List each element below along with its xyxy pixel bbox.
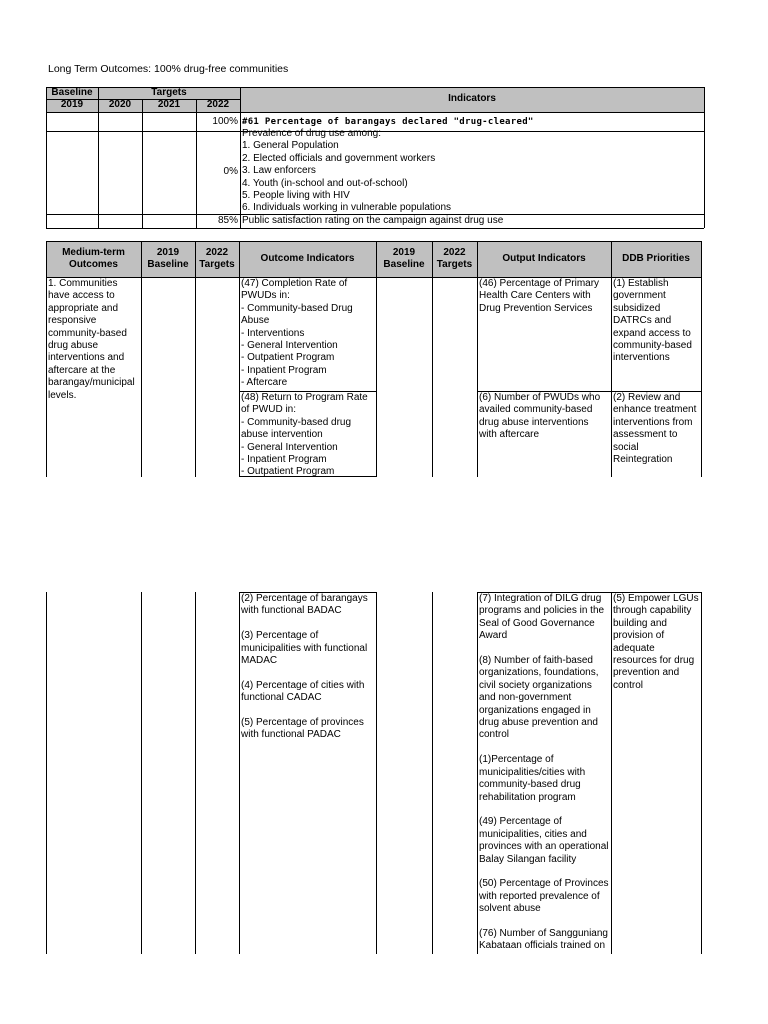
indicators-header: Indicators (448, 93, 496, 104)
output-targets-2022-header: 2022 Targets (436, 247, 473, 271)
medium-term-header: Medium-term Outcomes (62, 247, 125, 271)
year-2021-header: 2021 (157, 99, 181, 110)
targets-header: Targets (151, 87, 187, 98)
outcome-indicator-48: (48) Return to Program Rate of PWUD in: - Community-based drug abuse intervention - General Intervention - Inpatient Program - Outpatient Program (241, 392, 368, 476)
outcome-indicators-lgu: (2) Percentage of barangays with functional BADAC (3) Percentage of municipalities with functional MADAC (4) Percentage of cities with functional CADAC (5) Percentage of provinces with functional PADAC (241, 593, 368, 741)
output-indicators-header: Output Indicators (502, 253, 586, 264)
ddb-priority-5: (5) Empower LGUs through capability building and provision of adequate resources for drug prevention and control (613, 593, 699, 691)
page-heading: Long Term Outcomes: 100% drug-free communities (48, 63, 289, 75)
ddb-priorities-header: DDB Priorities (622, 253, 690, 264)
baseline-2019-header: 2019 Baseline (147, 247, 189, 271)
medium-term-outcome-1: 1. Communities have access to appropriate and responsive community-based drug abuse interventions and aftercare at the barangay/municipal levels. (48, 278, 135, 401)
output-indicators-lgu: (7) Integration of DILG drug programs and policies in the Seal of Good Governance Award (8) Number of faith-based organizations, foundations, civil society organizations and non-government organizations engaged in drug abuse prevention and control (1)Percentage of municipalities/cities with community-based drug rehabilitation program (49) Percentage of municipalities, cities and provinces with an operational Balay Silangan facility (50) Percentage of Provinces with reported prevalence of solvent abuse (76) Number of Sangguniang Kabataan officials trained on (479, 593, 609, 952)
row3-indicator: Public satisfaction rating on the campaign against drug use (242, 215, 504, 226)
outcome-indicators-header: Outcome Indicators (260, 253, 355, 264)
ddb-priority-1: (1) Establish government subsidized DATRCs and expand access to community-based interventions (613, 278, 692, 364)
row2-target-2022: 0% (223, 166, 238, 177)
row1-target-2022: 100% (212, 116, 238, 127)
output-indicator-6: (6) Number of PWUDs who availed community-based drug abuse interventions with aftercare (479, 392, 601, 441)
output-indicator-46: (46) Percentage of Primary Health Care Centers with Drug Prevention Services (479, 278, 600, 314)
row1-indicator: #61 Percentage of barangays declared "drug-cleared" (242, 117, 534, 127)
ddb-priority-2: (2) Review and enhance treatment interventions from assessment to social Reintegration (613, 392, 697, 466)
row2-indicator: Prevalence of drug use among: 1. General Population 2. Elected officials and government workers 3. Law enforcers 4. Youth (in-school and out-of-school) 5. People living with HIV 6. Individuals working in vulnerable populations (242, 128, 452, 214)
row3-target-2022: 85% (217, 215, 238, 226)
outcome-indicator-47: (47) Completion Rate of PWUDs in: - Community-based Drug Abuse - Interventions - General Intervention - Outpatient Program - Inpatient Program - Aftercare (241, 278, 353, 389)
year-2019-header: 2019 (60, 99, 84, 110)
year-2020-header: 2020 (108, 99, 132, 110)
year-2022-header: 2022 (206, 99, 230, 110)
output-baseline-2019-header: 2019 Baseline (383, 247, 425, 271)
baseline-header: Baseline (51, 87, 93, 98)
targets-2022-header: 2022 Targets (199, 247, 235, 271)
